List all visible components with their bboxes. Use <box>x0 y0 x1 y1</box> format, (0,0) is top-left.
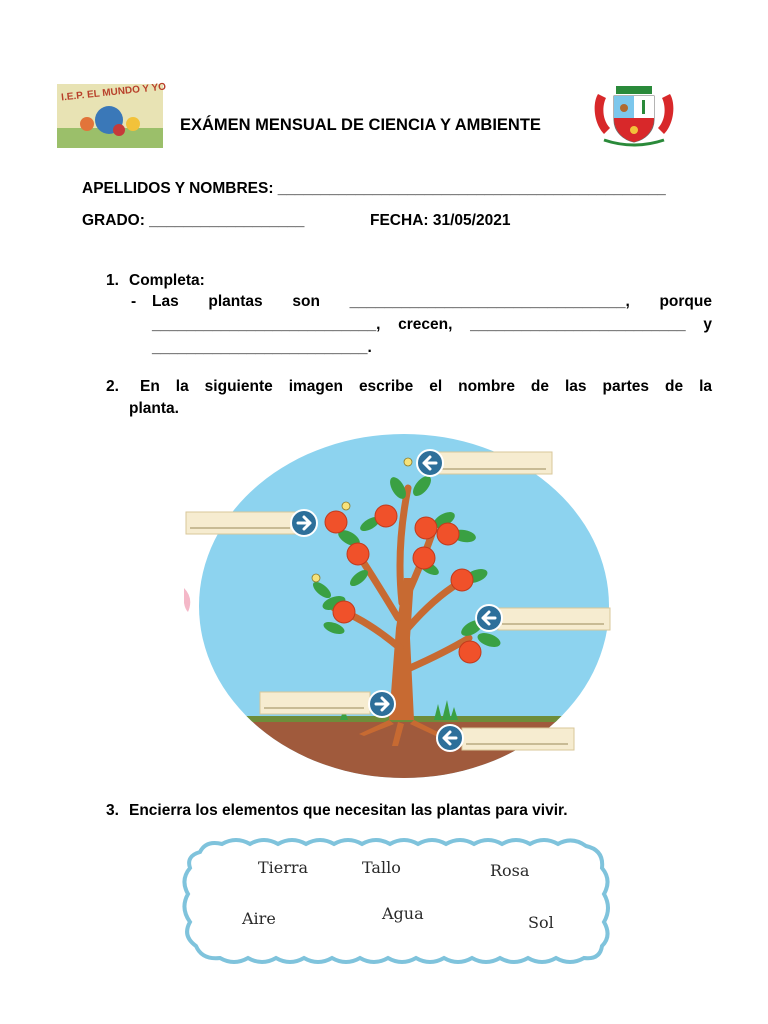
question-1-bullet: - <box>131 293 137 310</box>
question-3-number: 3. <box>106 802 119 819</box>
arrow-icon <box>369 691 395 717</box>
grade-blank: __________________ <box>149 212 305 229</box>
arrow-icon <box>476 605 502 631</box>
question-2-line-2: planta. <box>129 400 179 417</box>
word-rosa[interactable]: Rosa <box>490 861 530 880</box>
word-cloud <box>176 836 614 966</box>
names-label: APELLIDOS Y NOMBRES: <box>82 180 274 197</box>
page-title: EXÁMEN MENSUAL DE CIENCIA Y AMBIENTE <box>180 116 541 134</box>
arrow-icon <box>417 450 443 476</box>
word-agua[interactable]: Agua <box>382 904 424 923</box>
label-strip-flower[interactable] <box>438 452 552 474</box>
date-value: 31/05/2021 <box>432 212 511 229</box>
plant-parts-illustration <box>184 428 624 778</box>
label-strip-leaf[interactable] <box>498 608 610 630</box>
label-strip-fruit[interactable] <box>186 512 296 534</box>
date-label: FECHA: <box>370 212 429 229</box>
question-1-line-3: _________________________. <box>152 339 372 356</box>
names-blank: _____________________________________________ <box>277 180 666 197</box>
label-strip-root[interactable] <box>462 728 574 750</box>
question-1-line-1: Las plantas son ________________________________, porque <box>152 293 712 310</box>
word-tallo[interactable]: Tallo <box>362 858 401 877</box>
arrow-icon <box>437 725 463 751</box>
arrow-icon <box>291 510 317 536</box>
names-row <box>82 180 666 198</box>
grade-label: GRADO: <box>82 212 145 229</box>
label-strip-stem[interactable] <box>260 692 370 714</box>
word-tierra[interactable]: Tierra <box>258 858 309 877</box>
question-2-number: 2. <box>106 378 119 395</box>
question-3-text: Encierra los elementos que necesitan las plantas para vivir. <box>129 802 568 819</box>
question-1-number: 1. <box>106 272 119 289</box>
word-sol[interactable]: Sol <box>528 913 554 932</box>
school-logo-text: I.E.P. EL MUNDO Y YO <box>60 81 167 104</box>
school-logo <box>57 81 167 148</box>
question-1-title: Completa: <box>129 272 205 289</box>
flower-decoration <box>184 588 190 612</box>
question-1-line-2: __________________________, crecen, _________________________ y <box>152 316 712 333</box>
word-aire[interactable]: Aire <box>242 909 276 928</box>
date-row <box>370 212 510 230</box>
grade-row <box>82 212 304 230</box>
national-coat-of-arms <box>590 84 678 148</box>
question-2-line-1: En la siguiente imagen escribe el nombre de las partes de la <box>140 378 712 395</box>
